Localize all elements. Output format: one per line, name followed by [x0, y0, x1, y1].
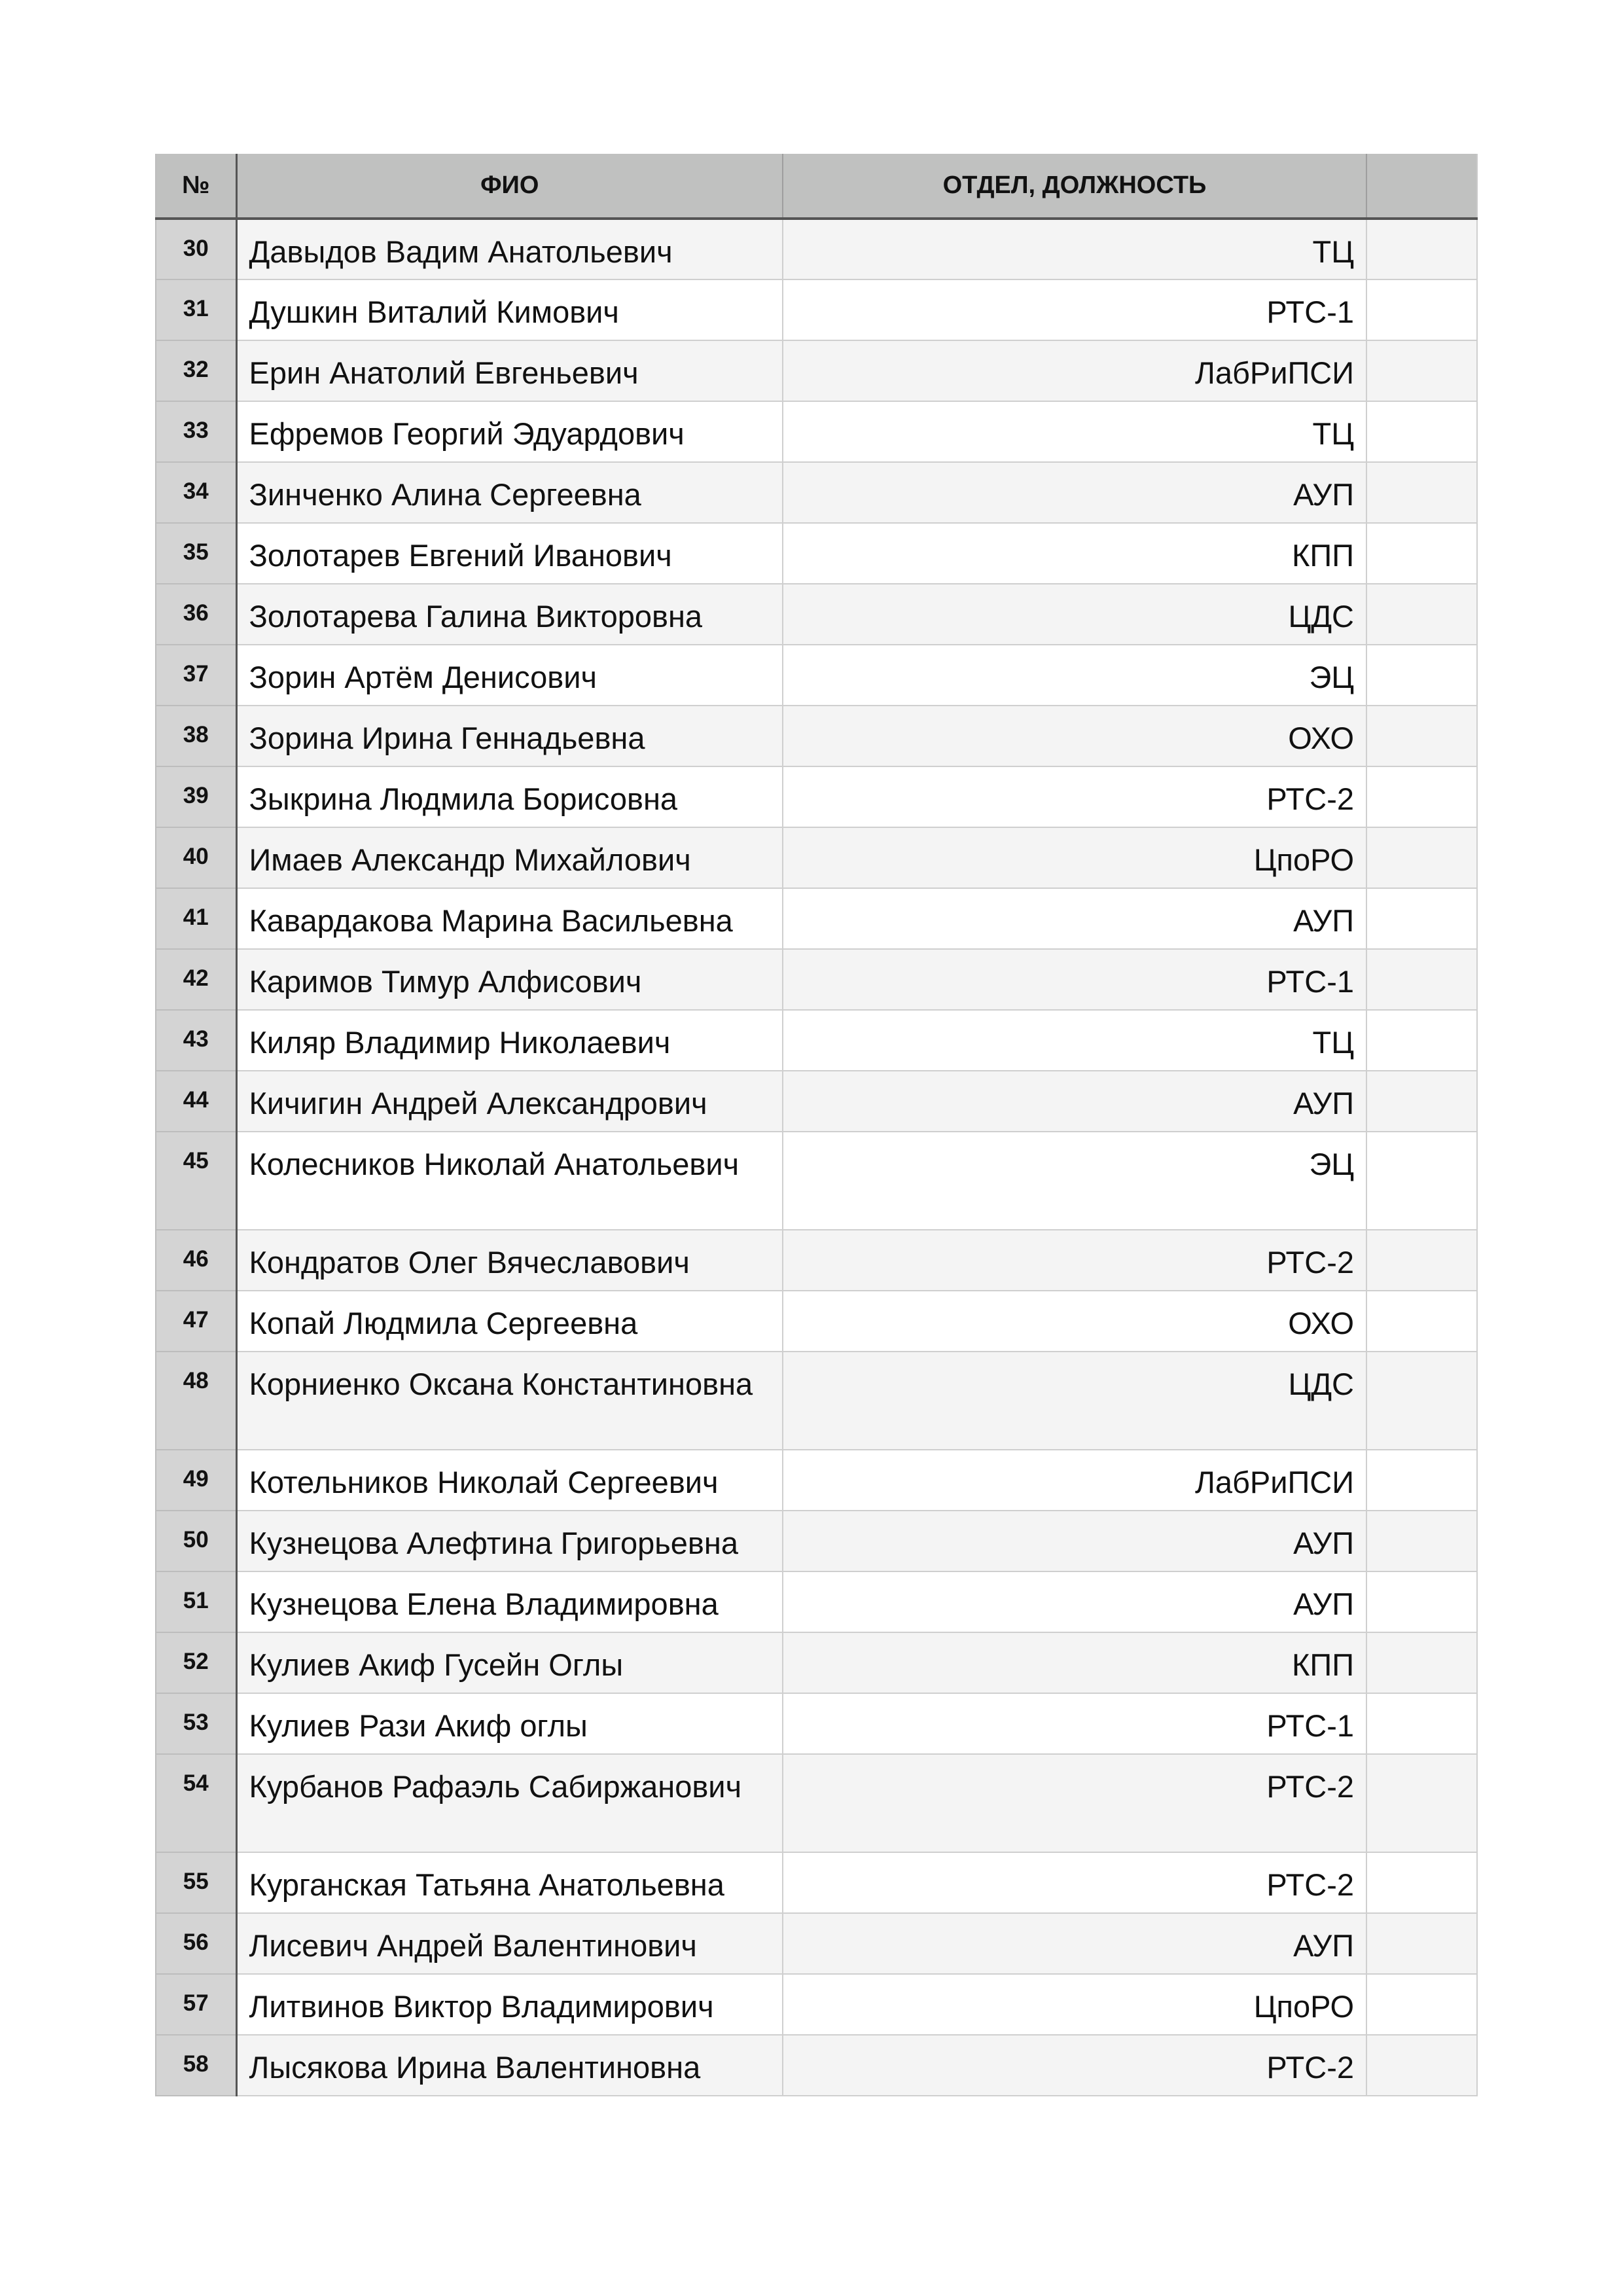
row-full-name: Ефремов Георгий Эдуардович: [236, 401, 783, 462]
row-department: ЭЦ: [783, 1132, 1366, 1230]
table-row: [156, 1230, 1477, 1291]
row-department: ОХО: [783, 706, 1366, 766]
row-extra-cell: [1366, 1571, 1477, 1632]
row-department: ТЦ: [783, 1010, 1366, 1071]
row-number: 38: [156, 706, 236, 766]
row-number: 46: [156, 1230, 236, 1291]
row-extra-cell: [1366, 1132, 1477, 1230]
row-number: 50: [156, 1511, 236, 1571]
row-extra-cell: [1366, 1230, 1477, 1291]
row-department: РТС-1: [783, 949, 1366, 1010]
row-full-name: Зорин Артём Денисович: [236, 645, 783, 706]
row-number: 55: [156, 1852, 236, 1913]
row-full-name: Зорина Ирина Геннадьевна: [236, 706, 783, 766]
row-number: 35: [156, 523, 236, 584]
row-number: 31: [156, 279, 236, 340]
row-extra-cell: [1366, 1010, 1477, 1071]
row-number: 41: [156, 888, 236, 949]
row-extra-cell: [1366, 584, 1477, 645]
row-extra-cell: [1366, 1291, 1477, 1352]
row-extra-cell: [1366, 401, 1477, 462]
row-full-name: Корниенко Оксана Константиновна: [236, 1352, 783, 1450]
row-full-name: Золотарева Галина Викторовна: [236, 584, 783, 645]
table-row: [156, 1632, 1477, 1693]
row-full-name: Кулиев Рази Акиф оглы: [236, 1693, 783, 1754]
table-row: [156, 584, 1477, 645]
row-department: КПП: [783, 523, 1366, 584]
table-row: [156, 827, 1477, 888]
row-full-name: Кулиев Акиф Гусейн Оглы: [236, 1632, 783, 1693]
row-department: ТЦ: [783, 401, 1366, 462]
table-row: [156, 340, 1477, 401]
row-number: 36: [156, 584, 236, 645]
table-row: [156, 401, 1477, 462]
row-department: ЦпоРО: [783, 1974, 1366, 2035]
row-number: 45: [156, 1132, 236, 1230]
row-full-name: Курганская Татьяна Анатольевна: [236, 1852, 783, 1913]
table-row: [156, 1291, 1477, 1352]
row-extra-cell: [1366, 888, 1477, 949]
row-department: ОХО: [783, 1291, 1366, 1352]
table-row: [156, 1693, 1477, 1754]
row-full-name: Ерин Анатолий Евгеньевич: [236, 340, 783, 401]
row-extra-cell: [1366, 1754, 1477, 1852]
row-extra-cell: [1366, 1450, 1477, 1511]
row-number: 47: [156, 1291, 236, 1352]
row-department: АУП: [783, 1511, 1366, 1571]
row-number: 52: [156, 1632, 236, 1693]
row-full-name: Душкин Виталий Кимович: [236, 279, 783, 340]
row-full-name: Литвинов Виктор Владимирович: [236, 1974, 783, 2035]
table-row: [156, 1511, 1477, 1571]
row-full-name: Лисевич Андрей Валентинович: [236, 1913, 783, 1974]
table-row: [156, 1974, 1477, 2035]
row-full-name: Золотарев Евгений Иванович: [236, 523, 783, 584]
header-number: №: [156, 154, 236, 219]
row-full-name: Кавардакова Марина Васильевна: [236, 888, 783, 949]
row-department: ЭЦ: [783, 645, 1366, 706]
table-row: [156, 1352, 1477, 1450]
row-number: 54: [156, 1754, 236, 1852]
row-full-name: Зинченко Алина Сергеевна: [236, 462, 783, 523]
row-extra-cell: [1366, 462, 1477, 523]
table-row: [156, 1852, 1477, 1913]
row-department: РТС-2: [783, 1754, 1366, 1852]
row-department: АУП: [783, 1071, 1366, 1132]
table-row: [156, 1754, 1477, 1852]
table-row: [156, 1450, 1477, 1511]
header-department: ОТДЕЛ, ДОЛЖНОСТЬ: [783, 154, 1366, 219]
row-full-name: Каримов Тимур Алфисович: [236, 949, 783, 1010]
row-full-name: Курбанов Рафаэль Сабиржанович: [236, 1754, 783, 1852]
row-extra-cell: [1366, 1632, 1477, 1693]
row-department: ТЦ: [783, 219, 1366, 279]
table-row: [156, 766, 1477, 827]
row-department: РТС-2: [783, 1230, 1366, 1291]
row-number: 32: [156, 340, 236, 401]
row-full-name: Киляр Владимир Николаевич: [236, 1010, 783, 1071]
row-extra-cell: [1366, 219, 1477, 279]
row-extra-cell: [1366, 279, 1477, 340]
table-row: [156, 1913, 1477, 1974]
row-department: ЛабРиПСИ: [783, 340, 1366, 401]
row-full-name: Кузнецова Елена Владимировна: [236, 1571, 783, 1632]
row-number: 53: [156, 1693, 236, 1754]
table-header-row: [156, 154, 1477, 219]
row-number: 58: [156, 2035, 236, 2096]
table-row: [156, 949, 1477, 1010]
row-full-name: Кичигин Андрей Александрович: [236, 1071, 783, 1132]
row-full-name: Давыдов Вадим Анатольевич: [236, 219, 783, 279]
row-number: 49: [156, 1450, 236, 1511]
table-row: [156, 645, 1477, 706]
row-number: 56: [156, 1913, 236, 1974]
table-row: [156, 1132, 1477, 1230]
table-row: [156, 1010, 1477, 1071]
row-department: АУП: [783, 1571, 1366, 1632]
row-department: ЦДС: [783, 1352, 1366, 1450]
row-department: РТС-2: [783, 1852, 1366, 1913]
row-number: 34: [156, 462, 236, 523]
header-extra: [1366, 154, 1477, 219]
row-extra-cell: [1366, 1352, 1477, 1450]
row-number: 48: [156, 1352, 236, 1450]
staff-table: [155, 154, 1478, 2096]
table-row: [156, 219, 1477, 279]
row-number: 51: [156, 1571, 236, 1632]
row-extra-cell: [1366, 766, 1477, 827]
row-full-name: Кондратов Олег Вячеславович: [236, 1230, 783, 1291]
row-full-name: Колесников Николай Анатольевич: [236, 1132, 783, 1230]
table-row: [156, 523, 1477, 584]
row-full-name: Лысякова Ирина Валентиновна: [236, 2035, 783, 2096]
table-row: [156, 462, 1477, 523]
row-number: 44: [156, 1071, 236, 1132]
row-number: 33: [156, 401, 236, 462]
table-row: [156, 1571, 1477, 1632]
row-department: ЦпоРО: [783, 827, 1366, 888]
row-number: 40: [156, 827, 236, 888]
row-number: 42: [156, 949, 236, 1010]
row-extra-cell: [1366, 1974, 1477, 2035]
header-full-name: ФИО: [236, 154, 783, 219]
row-extra-cell: [1366, 1913, 1477, 1974]
row-number: 39: [156, 766, 236, 827]
table-row: [156, 1071, 1477, 1132]
row-department: РТС-2: [783, 766, 1366, 827]
row-department: АУП: [783, 462, 1366, 523]
table-row: [156, 2035, 1477, 2096]
row-department: РТС-2: [783, 2035, 1366, 2096]
row-full-name: Кузнецова Алефтина Григорьевна: [236, 1511, 783, 1571]
row-extra-cell: [1366, 827, 1477, 888]
row-extra-cell: [1366, 949, 1477, 1010]
row-number: 57: [156, 1974, 236, 2035]
row-full-name: Зыкрина Людмила Борисовна: [236, 766, 783, 827]
row-extra-cell: [1366, 1852, 1477, 1913]
row-extra-cell: [1366, 2035, 1477, 2096]
table-row: [156, 279, 1477, 340]
row-extra-cell: [1366, 1511, 1477, 1571]
row-number: 30: [156, 219, 236, 279]
row-extra-cell: [1366, 645, 1477, 706]
row-number: 43: [156, 1010, 236, 1071]
row-department: КПП: [783, 1632, 1366, 1693]
row-department: РТС-1: [783, 279, 1366, 340]
row-department: РТС-1: [783, 1693, 1366, 1754]
row-department: ЛабРиПСИ: [783, 1450, 1366, 1511]
row-full-name: Копай Людмила Сергеевна: [236, 1291, 783, 1352]
table-row: [156, 706, 1477, 766]
row-extra-cell: [1366, 340, 1477, 401]
row-extra-cell: [1366, 523, 1477, 584]
row-extra-cell: [1366, 1693, 1477, 1754]
row-full-name: Котельников Николай Сергеевич: [236, 1450, 783, 1511]
row-extra-cell: [1366, 1071, 1477, 1132]
row-department: АУП: [783, 888, 1366, 949]
table-row: [156, 888, 1477, 949]
row-full-name: Имаев Александр Михайлович: [236, 827, 783, 888]
row-department: АУП: [783, 1913, 1366, 1974]
row-number: 37: [156, 645, 236, 706]
row-department: ЦДС: [783, 584, 1366, 645]
row-extra-cell: [1366, 706, 1477, 766]
